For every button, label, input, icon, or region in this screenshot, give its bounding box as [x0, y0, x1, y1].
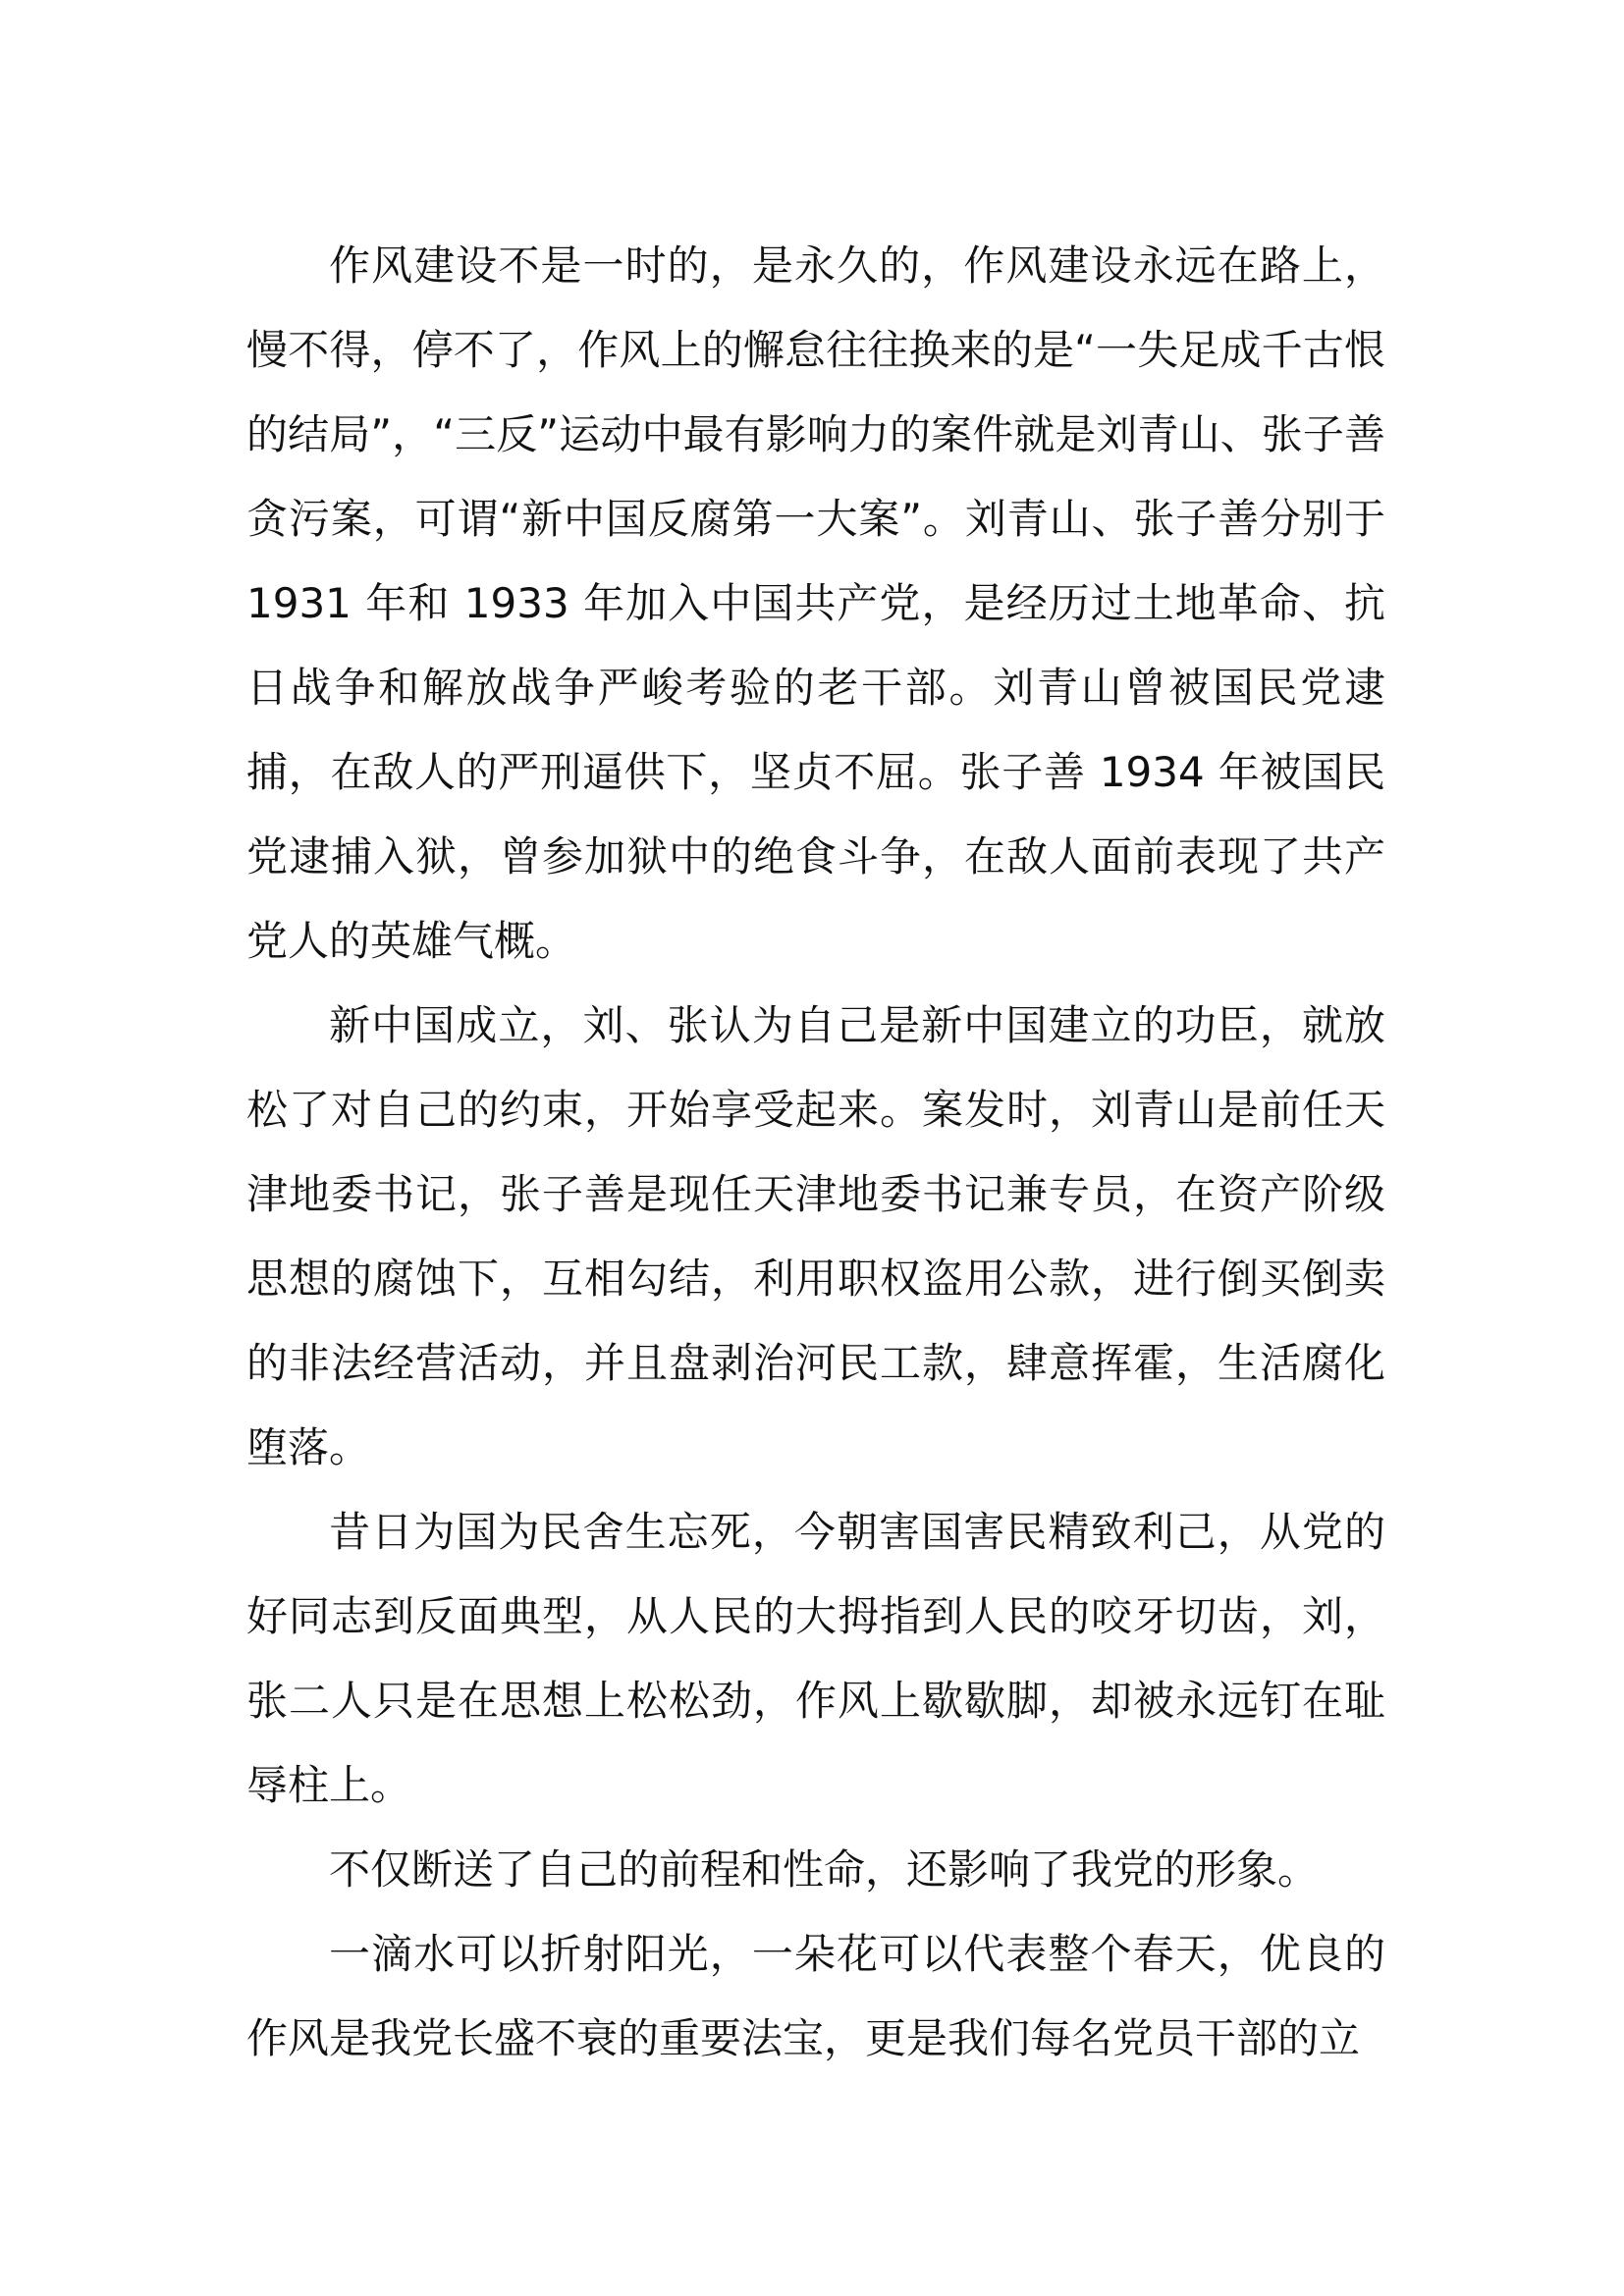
paragraph-5: 一滴水可以折射阳光，一朵花可以代表整个春天，优良的作风是我党长盛不衰的重要法宝，更是我们每名党员干部的立 [246, 1930, 1385, 2062]
paragraph-2: 新中国成立，刘、张认为自己是新中国建立的功臣，就放松了对自己的约束，开始享受起来。案发时，刘青山是前任天津地委书记，张子善是现任天津地委书记兼专员，在资产阶级思想的腐蚀下，互相勾结，利用职权盗用公款，进行倒买倒卖的非法经营活动，并且盘剥治河民工款，肆意挥霍，生活腐化堕落。 [246, 1001, 1385, 1471]
paragraph-4: 不仅断送了自己的前程和性命，还影响了我党的形象。 [329, 1845, 1320, 1894]
body-text [246, 224, 1385, 2081]
paragraph-1: 作风建设不是一时的，是永久的，作风建设永远在路上，慢不得，停不了，作风上的懈怠往往换来的是“一失足成千古恨的结局”，“三反”运动中最有影响力的案件就是刘青山、张子善贪污案，可谓“新中国反腐第一大案”。刘青山、张子善分别于 1931 年和 1933 年加入中国共产党，是经历过土地革命、抗日战争和解放战争严峻考验的老干部。刘青山曾被国民党逮捕，在敌人的严刑逼供下，坚贞不屈。张子善 1934 年被国民党逮捕入狱，曾参加狱中的绝食斗争，在敌人面前表现了共产党人的英雄气概。 [246, 241, 1385, 965]
paragraph-3: 昔日为国为民舍生忘死，今朝害国害民精致利己，从党的好同志到反面典型，从人民的大拇指到人民的咬牙切齿，刘，张二人只是在思想上松松劲，作风上歇歇脚，却被永远钉在耻辱柱上。 [246, 1508, 1385, 1809]
